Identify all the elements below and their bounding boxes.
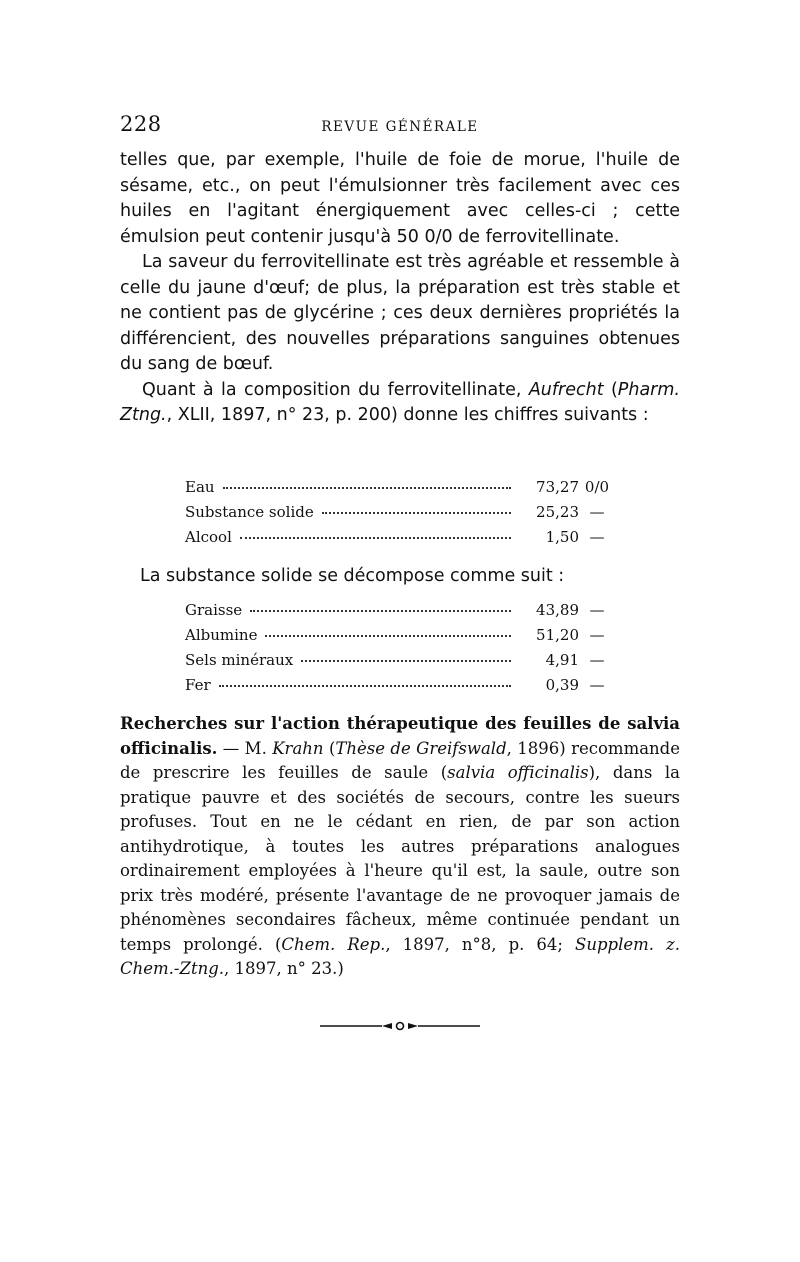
row-value: 0,39 (545, 676, 579, 694)
row-label: Alcool (185, 528, 232, 546)
row-unit: — (589, 676, 605, 694)
row-label: Fer (185, 676, 211, 694)
article-text: , 1897, n° 23.) (224, 959, 344, 978)
paragraph-continued: telles que, par exemple, l'huile de foie de morue, l'huile de sésame, etc., on peut l'émulsionner très facilement avec ces huiles en l'agitant énergiquement avec celles-ci ; cette émulsion peut contenir jusqu'à 50 0/0 de ferrovitellinate. (120, 150, 680, 247)
row-value: 51,20 (536, 626, 579, 644)
row-unit: — (589, 651, 605, 669)
table-row (185, 503, 615, 528)
article-text: , 1896) recommande de prescrire les feuilles de saule ( (120, 738, 681, 782)
table-row (185, 528, 615, 553)
composition-table (185, 478, 615, 553)
leader-dots (219, 684, 511, 687)
row-unit: — (589, 601, 605, 619)
solid-substance-table (185, 601, 615, 701)
row-value: 1,50 (545, 528, 579, 546)
latin-name: salvia officinalis (447, 763, 589, 782)
article-salvia (120, 712, 680, 982)
row-value: 43,89 (536, 601, 579, 619)
table-row (185, 601, 615, 626)
table-row (185, 651, 615, 676)
row-value: 4,91 (545, 651, 579, 669)
running-head: REVUE GÉNÉRALE (321, 119, 479, 135)
row-unit: 0/0 (584, 478, 610, 496)
body-text (120, 148, 680, 429)
row-value: 25,23 (536, 503, 579, 521)
table-row (185, 626, 615, 651)
article-text: ( (323, 738, 336, 758)
table-row (185, 478, 615, 503)
article-title: Recherches sur l'action thérapeutique des feuilles de salvia officinalis. (120, 714, 680, 758)
open-paren: ( (610, 379, 618, 400)
row-unit: — (589, 626, 605, 644)
row-label: Albumine (185, 626, 258, 644)
article-paragraph (120, 712, 680, 982)
article-text: — M. (217, 738, 273, 758)
row-label: Substance solide (185, 503, 314, 521)
author-krahn: Krahn (272, 738, 324, 758)
table-row (185, 676, 615, 701)
row-label: Sels minéraux (185, 651, 294, 669)
page-header (120, 112, 680, 142)
leader-dots (301, 659, 511, 662)
row-value: 73,27 (536, 478, 579, 496)
leader-dots (265, 634, 511, 637)
article-text: ), dans la pratique pauvre et des sociétés de secours, contre les sueurs profuses. Tout en ne le cédant en rien, de par son action antihydrotique, à toutes les autres préparations analogues ordinairement employées à l'heure qu'il est, la saule, outre son prix très modéré, présente l'avantage de ne provoquer jamais de phénomènes secondaires fâcheux, même continuée pendant un temps prolongé. ( (120, 763, 680, 954)
leader-dots (240, 536, 511, 539)
article-text: , 1897, n°8, p. 64; (385, 934, 576, 954)
citation-text: , XLII, 1897, n° 23, p. 200) donne les chiffres suivants : (166, 405, 649, 425)
row-label: Eau (185, 478, 215, 496)
thesis-title: Thèse de Greifswald (335, 738, 507, 758)
paragraph-composition (120, 378, 680, 429)
decomposition-sentence: La substance solide se décompose comme suit : (140, 566, 565, 586)
paragraph-saveur: La saveur du ferrovitellinate est très agréable et ressemble à celle du jaune d'œuf; de plus, la préparation est très stable et ne contient pas de glycérine ; ces deux dernières propriétés la différencient, des nouvelles préparations sanguines obtenues du sang de bœuf. (120, 252, 680, 374)
page-number: 228 (120, 112, 162, 136)
leader-dots (322, 511, 511, 514)
reference-chem-rep: Chem. Rep. (281, 934, 386, 954)
author-aufrecht: Aufrecht (528, 379, 604, 400)
row-unit: — (589, 503, 605, 521)
composition-lead: Quant à la composition du ferrovitellinate, (142, 379, 522, 400)
leader-dots (250, 609, 511, 612)
row-label: Graisse (185, 601, 243, 619)
leader-dots (223, 486, 511, 489)
journal-name: Pharm. Ztng. (120, 379, 680, 425)
end-ornament-icon (320, 1018, 480, 1034)
reference-supplem: Supplem. z. Chem.-Ztng. (120, 934, 681, 978)
row-unit: — (589, 528, 605, 546)
